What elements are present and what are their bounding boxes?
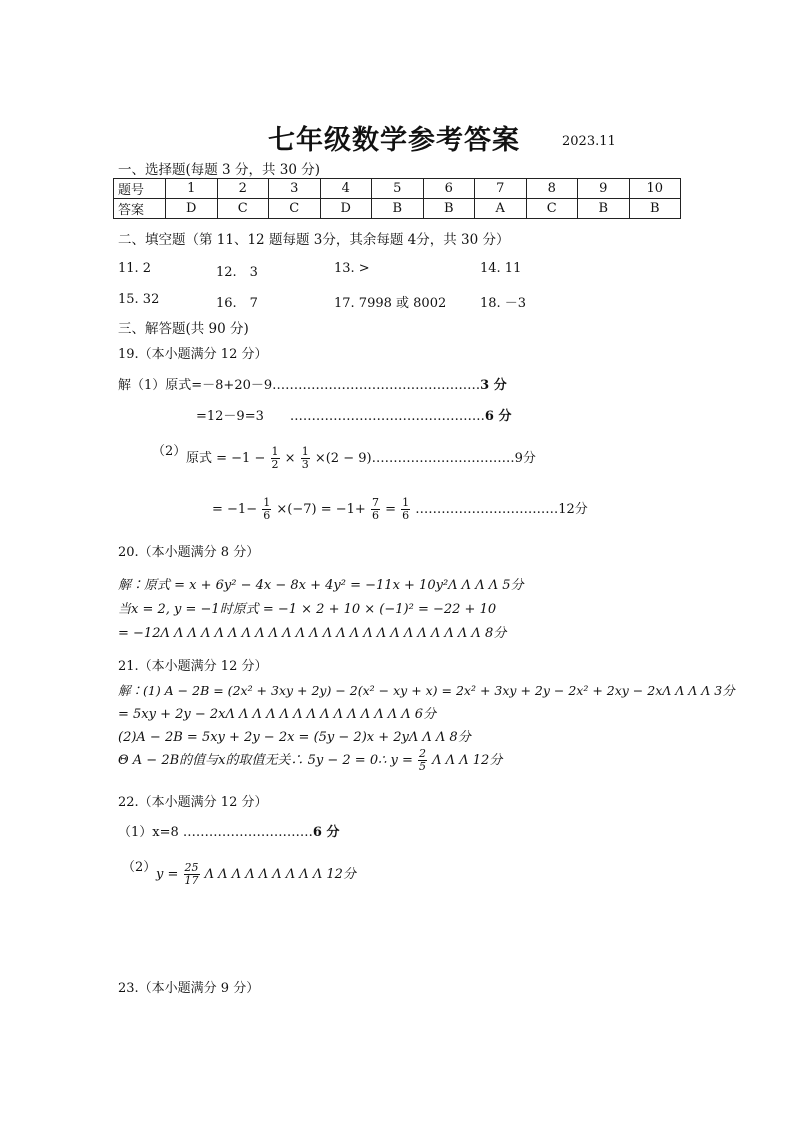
q19-line1 [118, 374, 507, 393]
table-cell: 题号 [114, 179, 166, 199]
table-cell: 4 [320, 179, 372, 199]
fill-answer-16: 16. 7 [216, 296, 258, 311]
q22-line1 [118, 821, 339, 840]
table-cell: 6 [423, 179, 475, 199]
fraction [271, 446, 280, 471]
date-label: 2023.11 [562, 134, 616, 149]
q22-part2-label: （2） [122, 860, 157, 875]
fraction-denominator: 2 [271, 458, 279, 471]
q21-heading: 21.（本小题满分 12 分） [118, 659, 268, 674]
q20-line3: = −12Λ Λ Λ Λ Λ Λ Λ Λ Λ Λ Λ Λ Λ Λ Λ Λ Λ Λ Λ Λ Λ Λ Λ Λ 8分 [118, 626, 507, 641]
fill-answer-14: 14. 11 [480, 261, 522, 276]
fraction [418, 748, 427, 773]
q20-heading: 20.（本小题满分 8 分） [118, 545, 260, 560]
table-cell: C [269, 199, 321, 219]
fraction-numerator: 25 [184, 861, 199, 874]
q19-line4-mid: ×(−7) = −1+ [276, 502, 366, 517]
fraction-denominator: 6 [263, 509, 271, 522]
fraction [184, 862, 200, 887]
q19-heading: 19.（本小题满分 12 分） [118, 347, 268, 362]
q22-heading: 22.（本小题满分 12 分） [118, 795, 268, 810]
table-cell: 8 [526, 179, 578, 199]
table-cell: 1 [166, 179, 218, 199]
q19-line3-tail: ×(2 − 9)……………………………9分 [314, 451, 536, 466]
table-cell: 2 [217, 179, 269, 199]
q21-line4-text: Θ A − 2B的值与x的取值无关∴ 5y − 2 = 0∴ y = [118, 753, 413, 768]
q21-line2: = 5xy + 2y − 2xΛ Λ Λ Λ Λ Λ Λ Λ Λ Λ Λ Λ Λ Λ 6分 [118, 707, 437, 722]
q19-line2 [196, 405, 511, 424]
section-choice-heading: 一、选择题(每题 3 分，共 30 分) [118, 162, 320, 178]
fill-answer-18: 18. －3 [480, 296, 527, 311]
q22-line2-text: y = [156, 867, 179, 882]
q22-line1-text: （1）x=8 ………………………… [118, 825, 313, 840]
q19-line1-score: 3 分 [480, 378, 507, 393]
fraction-numerator: 1 [301, 445, 309, 458]
q19-line2-score: 6 分 [484, 409, 512, 424]
table-cell: A [475, 199, 527, 219]
table-cell: B [372, 199, 424, 219]
q19-line3 [186, 446, 536, 471]
table-cell: B [578, 199, 630, 219]
table-row-numbers [114, 179, 681, 199]
fraction-numerator: 7 [371, 496, 379, 509]
fraction [301, 446, 310, 471]
q19-line3-text: 原式 = −1 − [186, 451, 266, 466]
fraction-denominator: 3 [301, 458, 309, 471]
fraction-denominator: 17 [184, 874, 199, 887]
q20-line2: 当x = 2, y = −1时原式 = −1 × 2 + 10 × (−1)² = −22 + 10 [118, 602, 497, 617]
q19-line4-tail: ……………………………12分 [415, 502, 588, 517]
fraction-denominator: 6 [402, 509, 410, 522]
fraction-numerator: 1 [402, 496, 410, 509]
table-cell: D [166, 199, 218, 219]
table-cell: 5 [372, 179, 424, 199]
fraction-denominator: 5 [419, 760, 427, 773]
q21-line4 [118, 748, 502, 773]
table-cell: 10 [629, 179, 681, 199]
fill-answer-15: 15. 32 [118, 292, 160, 307]
table-cell: B [423, 199, 475, 219]
fraction-numerator: 1 [271, 445, 279, 458]
fraction [262, 497, 271, 522]
table-cell: 9 [578, 179, 630, 199]
q22-line2-tail: Λ Λ Λ Λ Λ Λ Λ Λ Λ 12分 [204, 867, 356, 882]
q21-line1: 解∶(1) A − 2B = (2x² + 3xy + 2y) − 2(x² − xy + x) = 2x² + 3xy + 2y − 2x² + 2xy − 2xΛ Λ Λ Λ 3分 [118, 683, 735, 698]
times-sign: × [284, 451, 296, 466]
section-fill-heading: 二、填空题（第 11、12 题每题 3分，其余每题 4分，共 30 分） [118, 232, 510, 248]
table-cell: C [526, 199, 578, 219]
q19-part2-label: （2） [152, 444, 187, 459]
table-row-answers [114, 199, 681, 219]
fraction [371, 497, 380, 522]
fill-answer-12: 12. 3 [216, 265, 258, 280]
q19-line1-text: 解（1）原式=－8+20－9………………………………………… [118, 378, 481, 393]
table-cell: 3 [269, 179, 321, 199]
q22-line1-score: 6 分 [312, 825, 340, 840]
fraction-numerator: 2 [419, 747, 427, 760]
fill-answer-17: 17. 7998 或 8002 [334, 296, 447, 311]
fill-answer-13: 13. > [334, 261, 370, 276]
q21-line4-tail: Λ Λ Λ 12分 [432, 753, 503, 768]
page-title: 七年级数学参考答案 [268, 125, 520, 156]
q19-line4-text: = −1− [212, 502, 258, 517]
table-cell: 7 [475, 179, 527, 199]
equals-sign: = [385, 502, 401, 517]
q19-line2-text: =12－9=3 ……………………………………… [196, 409, 485, 424]
answer-table [113, 178, 681, 219]
fraction-denominator: 6 [371, 509, 379, 522]
fraction [401, 497, 410, 522]
q20-line1: 解∶原式 = x + 6y² − 4x − 8x + 4y² = −11x + 10y²Λ Λ Λ Λ 5分 [118, 578, 524, 593]
table-cell: 答案 [114, 199, 166, 219]
q23-heading: 23.（本小题满分 9 分） [118, 981, 260, 996]
q22-line2 [156, 862, 356, 887]
table-cell: B [629, 199, 681, 219]
q21-line3: (2)A − 2B = 5xy + 2y − 2x = (5y − 2)x + 2yΛ Λ Λ 8分 [118, 730, 471, 745]
q19-line4 [212, 497, 588, 522]
table-cell: D [320, 199, 372, 219]
table-cell: C [217, 199, 269, 219]
fill-answer-11: 11. 2 [118, 261, 152, 276]
section-solve-heading: 三、解答题(共 90 分) [118, 321, 249, 337]
fraction-numerator: 1 [263, 496, 271, 509]
